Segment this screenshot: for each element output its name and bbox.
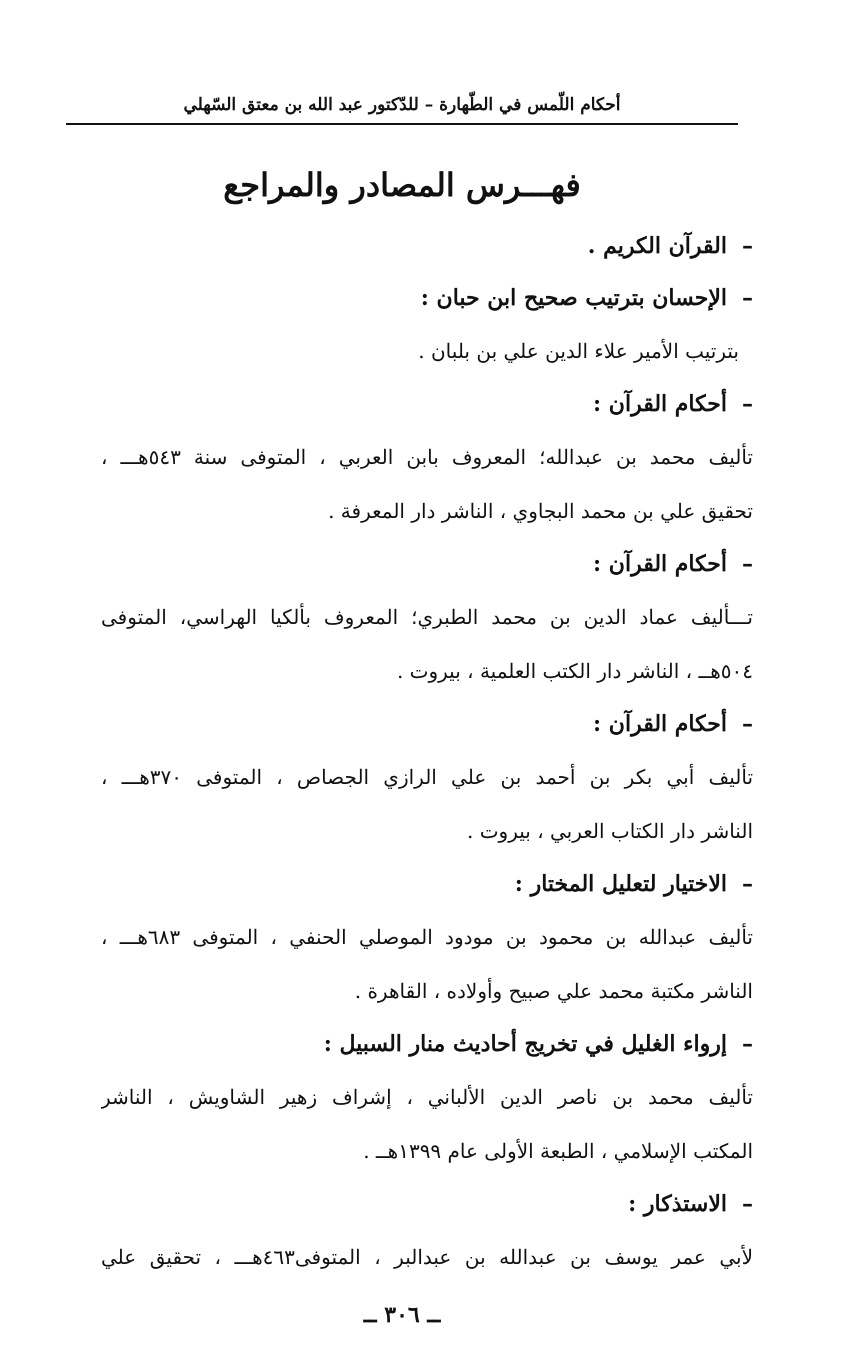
entry-detail-line: بترتيب الأمير علاء الدين علي بن بلبان . xyxy=(418,339,739,363)
bibliography-entry xyxy=(101,220,753,272)
entry-title xyxy=(101,698,753,750)
entry-title-text: أحكام القرآن : xyxy=(593,391,727,417)
bibliography-entry xyxy=(101,1018,753,1178)
entry-detail-line: تحقيق علي بن محمد البجاوي ، الناشر دار المعرفة . xyxy=(328,499,753,523)
entry-title xyxy=(101,1178,753,1230)
entry-dash: – xyxy=(742,711,753,737)
header-rule xyxy=(66,123,738,125)
entry-dash: – xyxy=(742,551,753,577)
bibliography-entry xyxy=(101,858,753,1018)
entry-dash: – xyxy=(742,391,753,417)
entry-detail-line: تأليف أبي بكر بن أحمد بن علي الرازي الجصاص ، المتوفى ٣٧٠هـــ ، xyxy=(101,765,753,789)
entry-detail-line: ٥٠٤هــ ، الناشر دار الكتب العلمية ، بيروت . xyxy=(396,659,753,683)
entry-dash: – xyxy=(742,233,753,259)
entry-dash: – xyxy=(742,1031,753,1057)
entry-detail-line: تأليف محمد بن عبدالله؛ المعروف بابن العربي ، المتوفى سنة ٥٤٣هـــ ، xyxy=(101,445,753,469)
entry-detail-line: تـــأليف عماد الدين بن محمد الطبري؛ المعروف بألكيا الهراسي، المتوفى xyxy=(101,605,753,629)
entry-title xyxy=(101,220,753,272)
entry-dash: – xyxy=(742,871,753,897)
entry-title-text: إرواء الغليل في تخريج أحاديث منار السبيل : xyxy=(323,1031,727,1057)
bibliography-entry xyxy=(101,378,753,538)
entry-title xyxy=(101,272,753,324)
entry-title-text: أحكام القرآن : xyxy=(593,551,727,577)
entry-title-text: أحكام القرآن : xyxy=(593,711,727,737)
entry-dash: – xyxy=(742,285,753,311)
running-header-title: أحكام اللّمس في الطّهارة – للدّكتور عبد الله بن معتق السّهلي xyxy=(183,95,621,115)
page-number: ــ ٣٠٦ ــ xyxy=(363,1302,441,1328)
entry-title-text: الاختيار لتعليل المختار : xyxy=(514,871,727,897)
entry-detail-line: لأبي عمر يوسف بن عبدالله بن عبدالبر ، المتوفى٤٦٣هـــ ، تحقيق علي xyxy=(101,1245,753,1269)
entry-title-text: الإحسان بترتيب صحيح ابن حبان : xyxy=(420,285,727,311)
entry-title xyxy=(101,538,753,590)
bibliography-entry xyxy=(101,272,753,378)
entry-title xyxy=(101,378,753,430)
bibliography-entry xyxy=(101,1178,753,1284)
bibliography-list xyxy=(101,220,753,1284)
entry-detail-line: المكتب الإسلامي ، الطبعة الأولى عام ١٣٩٩هــ . xyxy=(363,1139,753,1163)
entry-dash: – xyxy=(742,1191,753,1217)
entry-title-text: القرآن الكريم . xyxy=(587,233,727,259)
entry-title xyxy=(101,858,753,910)
entry-title-text: الاستذكار : xyxy=(628,1191,727,1217)
entry-detail-line: تأليف محمد بن ناصر الدين الألباني ، إشراف زهير الشاويش ، الناشر xyxy=(101,1085,753,1109)
bibliography-entry xyxy=(101,538,753,698)
entry-detail-line: الناشر مكتبة محمد علي صبيح وأولاده ، القاهرة . xyxy=(354,979,753,1003)
entry-title xyxy=(101,1018,753,1070)
bibliography-entry xyxy=(101,698,753,858)
entry-detail-line: الناشر دار الكتاب العربي ، بيروت . xyxy=(467,819,753,843)
entry-detail-line: تأليف عبدالله بن محمود بن مودود الموصلي الحنفي ، المتوفى ٦٨٣هـــ ، xyxy=(101,925,753,949)
page-title: فهـــرس المصادر والمراجع xyxy=(223,166,581,204)
